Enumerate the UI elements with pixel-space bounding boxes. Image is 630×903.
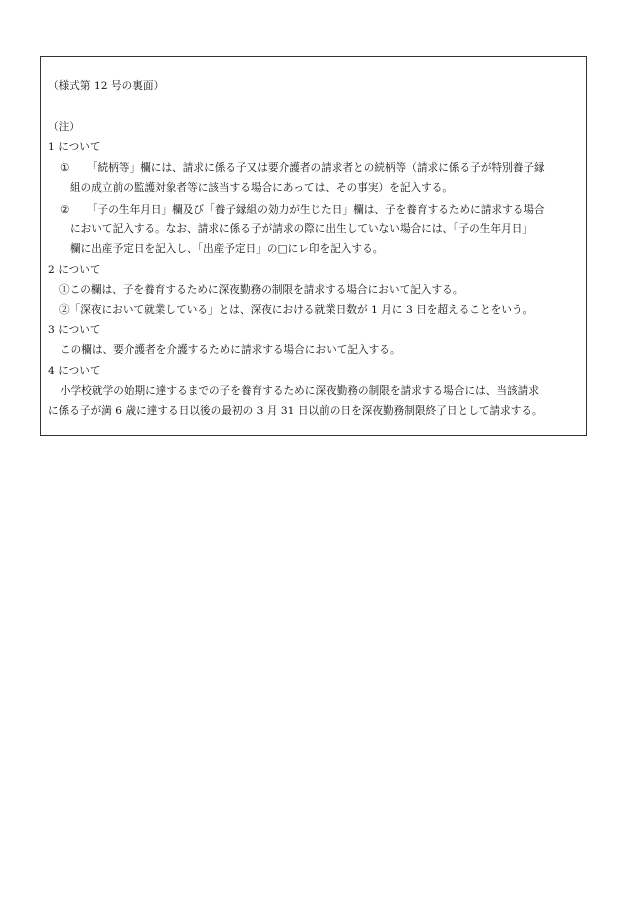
- section1-heading: 1 について: [48, 141, 101, 153]
- section1-item1-line1: 「続柄等」欄には、請求に係る子又は要介護者の請求者との続柄等（請求に係る子が特別養子縁: [87, 162, 545, 174]
- section4-heading: 4 について: [48, 365, 101, 377]
- notes-heading: （注）: [48, 121, 80, 133]
- section1-item2-line1: 「子の生年月日」欄及び「養子縁組の効力が生じた日」欄は、子を養育するために請求する場合: [87, 204, 545, 216]
- section1-item2-line3: 欄に出産予定日を記入し、「出産予定日」の□にレ印を記入する。: [70, 243, 384, 255]
- section2-heading: 2 について: [48, 264, 101, 276]
- section1-item1-marker: ①: [60, 162, 70, 174]
- form-back-title: （様式第 12 号の裏面）: [48, 80, 165, 92]
- section3-heading: 3 について: [48, 324, 101, 336]
- section4-line2: に係る子が満 6 歳に達する日以後の最初の 3 月 31 日以前の日を深夜勤務制限終了日として請求する。: [48, 405, 543, 417]
- section3-text: この欄は、要介護者を介護するために請求する場合において記入する。: [60, 344, 401, 356]
- section1-item1-line2: 組の成立前の監護対象者等に該当する場合にあっては、その事実）を記入する。: [70, 182, 454, 194]
- section2-item1: ①この欄は、子を養育するために深夜勤務の制限を請求する場合において記入する。: [59, 284, 464, 296]
- section2-item2: ②「深夜において就業している」とは、深夜における就業日数が 1 月に 3 日を超えることをいう。: [59, 304, 534, 316]
- section1-item2-line2: において記入する。なお、請求に係る子が請求の際に出生していない場合には、「子の生年月日」: [70, 223, 534, 235]
- section1-item2-marker: ②: [60, 204, 70, 216]
- section4-line1: 小学校就学の始期に達するまでの子を養育するために深夜勤務の制限を請求する場合には、当該請求: [60, 385, 539, 397]
